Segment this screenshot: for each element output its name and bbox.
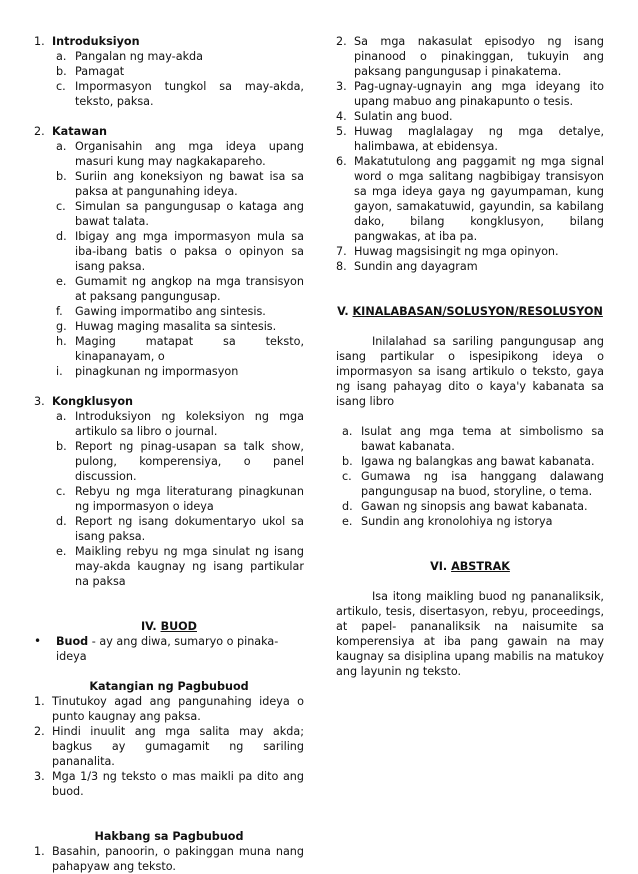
list-item — [56, 334, 304, 364]
list-item — [56, 229, 304, 274]
list-item — [342, 514, 604, 529]
list-item-text: Report ng isang dokumentaryo ukol sa isang paksa. — [75, 515, 304, 543]
katangian-heading: Katangian ng Pagbubuod — [89, 680, 249, 693]
list-item — [56, 274, 304, 304]
list-item — [56, 139, 304, 169]
list-item — [336, 154, 604, 244]
list-marker: e. — [56, 545, 67, 558]
list-marker: b. — [56, 440, 67, 453]
section-title: Kongklusyon — [52, 395, 133, 408]
list-item-text: Organisahin ang mga ideya upang masuri kung may nagkakapareho. — [75, 140, 304, 168]
list-item — [56, 484, 304, 514]
section-title: Introduksiyon — [52, 35, 140, 48]
list-item — [56, 304, 304, 319]
list-item-text: Gumawa ng isa hanggang dalawang pangungusap na buod, storyline, o tema. — [361, 470, 604, 498]
katangian-list — [34, 694, 304, 799]
section-kongklusyon-heading — [34, 394, 304, 409]
list-marker: 1. — [34, 35, 45, 48]
list-marker: i. — [56, 365, 63, 378]
list-marker: h. — [56, 335, 67, 348]
section-title: KINALABASAN/SOLUSYON/RESOLUSYON — [352, 305, 603, 318]
list-item — [56, 514, 304, 544]
list-marker: b. — [342, 455, 353, 468]
list-item-text: Pag-ugnay-ugnayin ang mga ideyang ito upang mabuo ang pinakapunto o tesis. — [354, 80, 604, 108]
list-item — [56, 199, 304, 229]
section-introduksiyon-heading — [34, 34, 304, 49]
list-marker: c. — [56, 485, 66, 498]
list-item — [342, 469, 604, 499]
list-item — [336, 109, 604, 124]
list-item-text: Sulatin ang buod. — [354, 110, 453, 123]
list-item — [56, 439, 304, 484]
list-marker: 8. — [336, 260, 347, 273]
list-marker: f. — [56, 305, 63, 318]
list-item-text: Makatutulong ang paggamit ng mga signal word o mga salitang nagbibigay transisyon sa mga ideya gaya ng gayumpaman, kung gayon, samakatuwid, gayundin, sa kabilang dako, bilang kongklusyon, bilang pangwakas, at iba pa. — [354, 155, 604, 243]
section-title: Katawan — [52, 125, 107, 138]
section-v-heading — [336, 304, 604, 319]
list-marker: 5. — [336, 125, 347, 138]
list-item-text: Gumamit ng angkop na mga transisyon at paksang pangungusap. — [75, 275, 304, 303]
list-item-text: Basahin, panoorin, o pakinggan muna nang pahapyaw ang teksto. — [52, 845, 304, 873]
introduksiyon-list — [34, 49, 304, 109]
list-marker: 2. — [34, 125, 45, 138]
list-item — [336, 259, 604, 274]
list-marker: 3. — [34, 770, 45, 783]
abstrak-paragraph: Isa itong maikling buod ng pananaliksik, artikulo, tesis, disertasyon, rebyu, proceedings, at papel- pananaliksik na naisumite sa komperensiya at iba pang gawain na may kaugnay sa disiplina upang mabilis na matukoy ang layunin ng teksto. — [336, 590, 604, 678]
list-item-text: Sa mga nakasulat episodyo ng isang pinanood o pinakinggan, tukuyin ang paksang pangungusap i pinakatema. — [354, 35, 604, 78]
list-item — [56, 319, 304, 334]
list-item-text: Sundin ang kronolohiya ng istorya — [361, 515, 553, 528]
list-marker: 2. — [34, 725, 45, 738]
list-item-text: Report ng pinag-usapan sa talk show, pulong, komperensiya, o panel discussion. — [75, 440, 304, 483]
list-item-text: Ibigay ang mga impormasyon mula sa iba-ibang batis o paksa o opinyon sa isang paksa. — [75, 230, 304, 273]
list-marker: 7. — [336, 245, 347, 258]
list-item-text: Maikling rebyu ng mga sinulat ng isang may-akda kaugnay ng isang partikular na paksa — [75, 545, 304, 588]
list-marker: a. — [56, 410, 67, 423]
list-item-text: pinagkunan ng impormasyon — [75, 365, 239, 378]
section-title: ABSTRAK — [451, 560, 510, 573]
list-item-text: Hindi inuulit ang mga salita may akda; bagkus ay gumagamit ng sariling pananalita. — [52, 725, 304, 768]
list-marker: b. — [56, 170, 67, 183]
list-item — [342, 499, 604, 514]
definition-term: Buod — [56, 635, 89, 648]
list-marker: 4. — [336, 110, 347, 123]
list-item-text: Simulan sa pangungusap o kataga ang bawat talata. — [75, 200, 304, 228]
list-item-text: Gawan ng sinopsis ang bawat kabanata. — [361, 500, 588, 513]
kongklusyon-list — [34, 409, 304, 589]
section-roman-numeral: VI. — [430, 560, 448, 573]
list-item — [34, 844, 304, 874]
list-marker: a. — [56, 50, 67, 63]
definition-text: - ay ang diwa, sumaryo o pinaka-ideya — [56, 635, 279, 663]
section-vi-heading — [336, 559, 604, 574]
kinalabasan-paragraph: Inilalahad sa sariling pangungusap ang isang partikular o ispesipikong ideya o impormasyon sa isang artikulo o teksto, gaya ng isang pahayag dito o kaya'y kabanata sa isang libro — [336, 335, 604, 408]
hakbang-list-continued — [336, 34, 604, 274]
list-marker: g. — [56, 320, 67, 333]
list-marker: a. — [56, 140, 67, 153]
list-item-text: Pamagat — [75, 65, 125, 78]
list-marker: c. — [56, 80, 66, 93]
list-marker: d. — [56, 515, 67, 528]
left-column — [34, 34, 304, 874]
list-item-text: Introduksiyon ng koleksiyon ng mga artikulo sa libro o journal. — [75, 410, 304, 438]
list-item-text: Gawing impormatibo ang sintesis. — [75, 305, 266, 318]
list-item — [34, 694, 304, 724]
kinalabasan-list — [336, 424, 604, 529]
bullet-icon: • — [34, 634, 42, 648]
list-item — [336, 34, 604, 79]
list-item-text: Tinutukoy agad ang pangunahing ideya o punto kaugnay ang paksa. — [52, 695, 304, 723]
list-item — [56, 364, 304, 379]
list-item-text: Maging matapat sa teksto, kinapanayam, o — [75, 335, 304, 363]
list-item — [56, 169, 304, 199]
list-marker: d. — [56, 230, 67, 243]
list-marker: 2. — [336, 35, 347, 48]
list-item-text: Huwag magsisingit ng mga opinyon. — [354, 245, 559, 258]
list-marker: b. — [56, 65, 67, 78]
list-item-text: Huwag maging masalita sa sintesis. — [75, 320, 277, 333]
list-item — [336, 124, 604, 154]
right-column — [336, 34, 604, 679]
list-marker: e. — [56, 275, 67, 288]
list-item-text: Igawa ng balangkas ang bawat kabanata. — [361, 455, 595, 468]
list-item-text: Huwag maglalagay ng mga detalye, halimbawa, at ebidensya. — [354, 125, 604, 153]
list-marker: 6. — [336, 155, 347, 168]
list-marker: 1. — [34, 845, 45, 858]
list-marker: 3. — [336, 80, 347, 93]
list-item-text: Pangalan ng may-akda — [75, 50, 204, 63]
list-item — [342, 454, 604, 469]
list-item-text: Rebyu ng mga literaturang pinagkunan ng impormasyon o ideya — [75, 485, 304, 513]
list-marker: a. — [342, 425, 353, 438]
list-item — [56, 64, 304, 79]
list-item — [34, 769, 304, 799]
katawan-list — [34, 139, 304, 379]
list-marker: 3. — [34, 395, 45, 408]
list-marker: e. — [342, 515, 353, 528]
list-item — [56, 409, 304, 439]
list-item — [336, 79, 604, 109]
buod-definition — [34, 634, 304, 664]
list-item — [34, 724, 304, 769]
hakbang-heading: Hakbang sa Pagbubuod — [94, 830, 244, 843]
list-item — [56, 544, 304, 589]
list-item-text: Suriin ang koneksiyon ng bawat isa sa paksa at pangunahing ideya. — [75, 170, 304, 198]
section-katawan-heading — [34, 124, 304, 139]
list-marker: 1. — [34, 695, 45, 708]
list-item-text: Mga 1/3 ng teksto o mas maikli pa dito ang buod. — [52, 770, 304, 798]
list-marker: c. — [56, 200, 66, 213]
section-iv-heading — [34, 619, 304, 634]
hakbang-list — [34, 844, 304, 874]
list-item — [342, 424, 604, 454]
section-roman-numeral: V. — [337, 305, 349, 318]
list-item-text: Impormasyon tungkol sa may-akda, teksto, paksa. — [75, 80, 304, 108]
list-marker: c. — [342, 470, 352, 483]
list-item — [336, 244, 604, 259]
list-item — [56, 79, 304, 109]
section-title: BUOD — [160, 620, 197, 633]
list-item-text: Sundin ang dayagram — [354, 260, 478, 273]
list-item-text: Isulat ang mga tema at simbolismo sa bawat kabanata. — [361, 425, 604, 453]
list-item — [56, 49, 304, 64]
list-marker: d. — [342, 500, 353, 513]
section-roman-numeral: IV. — [141, 620, 157, 633]
